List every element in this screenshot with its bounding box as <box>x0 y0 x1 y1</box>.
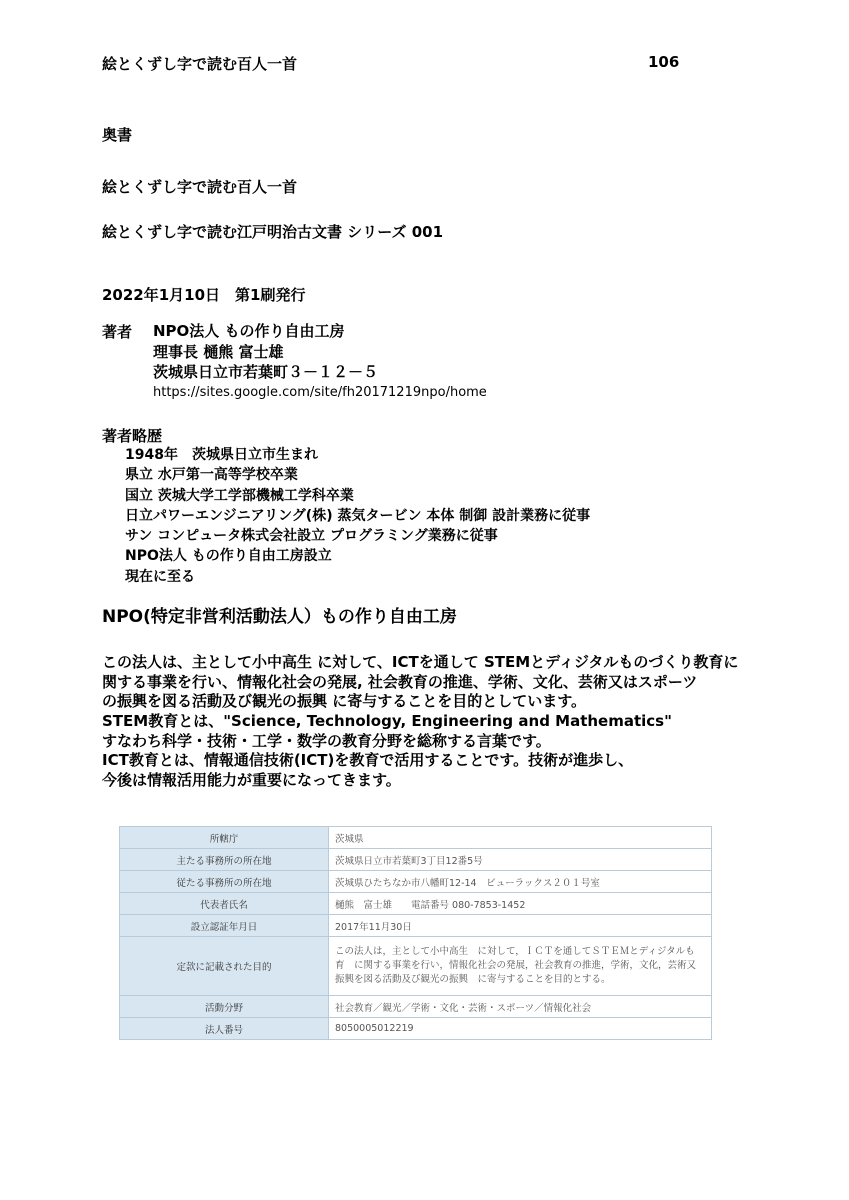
author-label: 著者 <box>102 323 133 341</box>
bio-item: サン コンピュータ株式会社設立 プログラミング業務に従事 <box>125 528 498 545</box>
paragraph-line: ICT教育とは、情報通信技術(ICT)を教育で活用することです。技術が進歩し、 <box>102 751 634 770</box>
table-row <box>120 827 712 849</box>
author-block <box>153 321 487 403</box>
row-value: 茨城県日立市若葉町3丁目12番5号 <box>329 849 712 871</box>
table-row <box>120 871 712 893</box>
table-row <box>120 915 712 937</box>
row-value: 樋熊 富士雄 電話番号 080-7853-1452 <box>329 893 712 915</box>
author-url: https://sites.google.com/site/fh20171219npo/home <box>153 384 487 400</box>
row-label: 設立認証年月日 <box>120 915 329 937</box>
npo-info-table <box>119 826 712 1044</box>
purpose-line: この法人は，主として小中高生 に対して，ＩＣＴを通してＳＴＥＭとディジタルも <box>335 946 695 957</box>
npo-heading: NPO(特定非営利活動法人）もの作り自由工房 <box>102 607 457 627</box>
bio-item: 日立パワーエンジニアリング(株) 蒸気タービン 本体 制御 設計業務に従事 <box>125 507 591 524</box>
bio-heading: 著者略歴 <box>102 427 163 445</box>
author-address: 茨城県日立市若葉町３－１２－５ <box>153 363 379 381</box>
bio-item: 現在に至る <box>125 568 195 585</box>
row-label: 主たる事務所の所在地 <box>120 849 329 871</box>
bio-item: 1948年 茨城県日立市生まれ <box>125 447 318 463</box>
page-number: 106 <box>648 53 680 71</box>
purpose-line: 育 に関する事業を行い，情報化社会の発展，社会教育の推進，学術，文化，芸術又 <box>335 960 697 971</box>
row-label: 法人番号 <box>120 1018 329 1040</box>
row-label: 活動分野 <box>120 996 329 1018</box>
bio-list <box>125 445 590 587</box>
row-value: 2017年11月30日 <box>329 915 712 937</box>
bio-item: NPO法人 もの作り自由工房設立 <box>125 548 332 565</box>
row-value: 茨城県 <box>329 827 712 849</box>
purpose-line: 振興を図る活動及び観光の振興 に寄与することを目的とする。 <box>335 974 611 985</box>
row-value-purpose <box>329 937 712 996</box>
npo-paragraph <box>102 653 738 791</box>
paragraph-line: すなわち科学・技術・工学・数学の教育分野を総称する言葉です。 <box>102 731 551 750</box>
row-label: 従たる事務所の所在地 <box>120 871 329 893</box>
issue-date: 2022年1月10日 第1刷発行 <box>102 286 306 304</box>
row-value: 社会教育／観光／学術・文化・芸術・スポーツ／情報化社会 <box>329 996 712 1018</box>
colophon-heading: 奥書 <box>102 126 133 144</box>
row-value: 茨城県ひたちなか市八幡町12-14 ビューラックス２０１号室 <box>329 871 712 893</box>
paragraph-line: この法人は、主として小中高生 に対して、ICTを通して STEMとディジタルものづくり教育に <box>102 653 739 671</box>
bio-item: 県立 水戸第一高等学校卒業 <box>125 467 298 484</box>
paragraph-line: 関する事業を行い、情報化社会の発展, 社会教育の推進、学術、文化、芸術又はスポーツ <box>102 672 698 691</box>
paragraph-line: の振興を図る活動及び観光の振興 に寄与することを目的としています。 <box>102 692 587 711</box>
paragraph-line: 今後は情報活用能力が重要になってきます。 <box>102 771 401 790</box>
table-row <box>120 893 712 915</box>
table-row <box>120 996 712 1018</box>
row-label: 定款に記載された目的 <box>120 937 329 996</box>
author-org: NPO法人 もの作り自由工房 <box>153 322 345 340</box>
bio-item: 国立 茨城大学工学部機械工学科卒業 <box>125 487 354 504</box>
series-title: 絵とくずし字で読む江戸明治古文書 シリーズ 001 <box>102 223 444 241</box>
row-value: 8050005012219 <box>329 1018 712 1040</box>
running-title: 絵とくずし字で読む百人一首 <box>102 55 298 73</box>
table-row <box>120 849 712 871</box>
book-title: 絵とくずし字で読む百人一首 <box>102 178 298 196</box>
row-label: 所轄庁 <box>120 827 329 849</box>
paragraph-line: STEM教育とは、"Science, Technology, Engineering and Mathematics" <box>102 712 672 731</box>
table-row <box>120 937 712 996</box>
author-role: 理事長 樋熊 富士雄 <box>153 342 284 361</box>
table-row <box>120 1018 712 1040</box>
row-label: 代表者氏名 <box>120 893 329 915</box>
